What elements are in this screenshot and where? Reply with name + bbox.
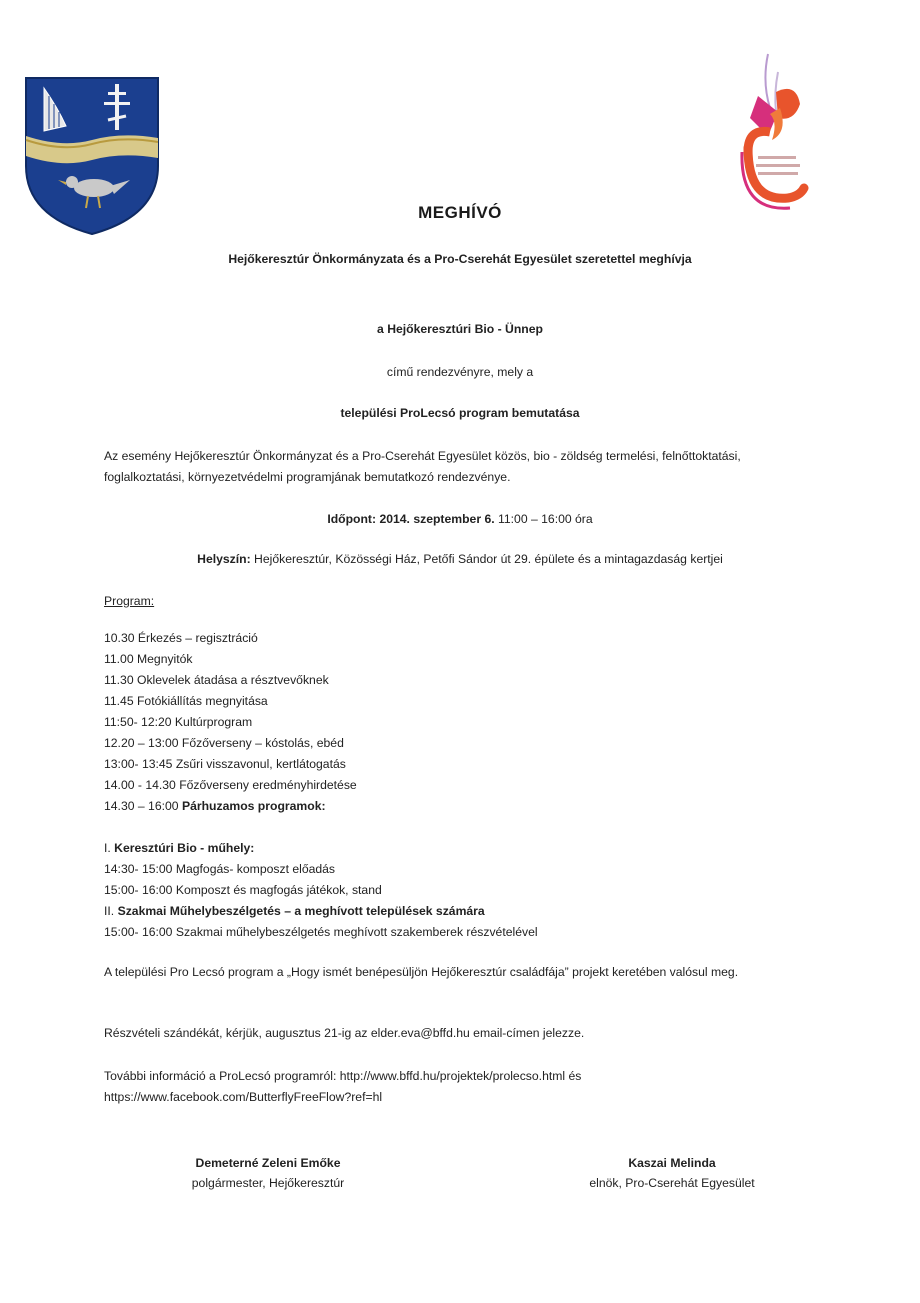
program-item: 11.45 Fotókiállítás megnyitása	[104, 694, 268, 708]
workshop-list	[104, 838, 538, 943]
signature-name: Demeterné Zeleni Emőke	[195, 1156, 341, 1170]
description-paragraph	[104, 446, 819, 488]
workshop-item: 15:00- 16:00 Szakmai műhelybeszélgetés meghívott szakemberek részvételével	[104, 925, 538, 939]
event-time	[0, 512, 920, 526]
pro-cserehat-logo	[718, 52, 818, 220]
closing-paragraph-info	[104, 1066, 819, 1108]
program-item-parallel	[104, 796, 357, 817]
workshop1-title: Keresztúri Bio - műhely:	[114, 841, 255, 855]
program-item: 11:50- 12:20 Kultúrprogram	[104, 715, 253, 729]
signature-role: polgármester, Hejőkeresztúr	[191, 1176, 345, 1190]
closing-paragraph-rsvp	[104, 1023, 819, 1044]
venue-value: Hejőkeresztúr, Közösségi Ház, Petőfi Sándor út 29. épülete és a mintagazdaság kertjei	[254, 552, 723, 566]
signature-role: elnök, Pro-Cserehát Egyesület	[589, 1176, 755, 1190]
program-item: 11.00 Megnyitók	[104, 652, 193, 666]
parallel-label: Párhuzamos programok:	[181, 799, 326, 813]
signature-mayor	[128, 1153, 408, 1193]
time-value: 11:00 – 16:00 óra	[498, 512, 593, 526]
workshop2-title: Szakmai Műhelybeszélgetés – a meghívott települések számára	[117, 904, 485, 918]
workshop2-prefix: II.	[104, 904, 115, 918]
program-item: 14.00 - 14.30 Főzőverseny eredményhirdetése	[104, 778, 357, 792]
closing-text: Részvételi szándékát, kérjük, augusztus 21-ig az elder.eva@bffd.hu email-címen jelezze.	[104, 1026, 585, 1040]
program-item: 12.20 – 13:00 Főzőverseny – kóstolás, ebéd	[104, 736, 344, 750]
program-item: 13:00- 13:45 Zsűri visszavonul, kertlátogatás	[104, 757, 346, 771]
event-venue	[0, 552, 920, 566]
program-title: települési ProLecsó program bemutatása	[340, 406, 580, 420]
workshop1-prefix: I.	[104, 841, 111, 855]
program-item: 11.30 Oklevelek átadása a résztvevőknek	[104, 673, 329, 687]
workshop2-heading	[104, 901, 538, 922]
closing-text: A települési Pro Lecsó program a „Hogy ismét benépesüljön Hejőkeresztúr családfája” projekt keretében valósul meg.	[104, 965, 739, 979]
intro-line: Hejőkeresztúr Önkormányzata és a Pro-Cserehát Egyesület szeretettel meghívja	[228, 252, 692, 266]
workshop-item: 14:30- 15:00 Magfogás- komposzt előadás	[104, 862, 336, 876]
signature-president	[532, 1153, 812, 1193]
workshop-item: 15:00- 16:00 Komposzt és magfogás játékok, stand	[104, 883, 382, 897]
closing-paragraph-project	[104, 962, 819, 983]
venue-label: Helyszín:	[197, 552, 251, 566]
workshop1-heading	[104, 838, 538, 859]
closing-text: További információ a ProLecsó programról: http://www.bffd.hu/projektek/prolecso.html és https://www.facebook.com/ButterflyFreeFlow?ref=hl	[104, 1069, 582, 1104]
subtitle-line: című rendezvényre, mely a	[386, 365, 534, 379]
signature-name: Kaszai Melinda	[628, 1156, 716, 1170]
program-item: 10.30 Érkezés – regisztráció	[104, 631, 258, 645]
parallel-time: 14.30 – 16:00	[104, 799, 179, 813]
program-heading: Program:	[104, 594, 155, 608]
description-text: Az esemény Hejőkeresztúr Önkormányzat és a Pro-Cserehát Egyesület közös, bio - zöldség termelési, felnőttoktatási, foglalkoztatási, környezetvédelmi programjának bemutatkozó rendezvénye.	[104, 449, 741, 484]
program-list	[104, 628, 357, 817]
time-label: Időpont: 2014. szeptember 6.	[327, 512, 495, 526]
page-title: MEGHÍVÓ	[418, 203, 502, 222]
event-name: a Hejőkeresztúri Bio - Ünnep	[377, 322, 543, 336]
